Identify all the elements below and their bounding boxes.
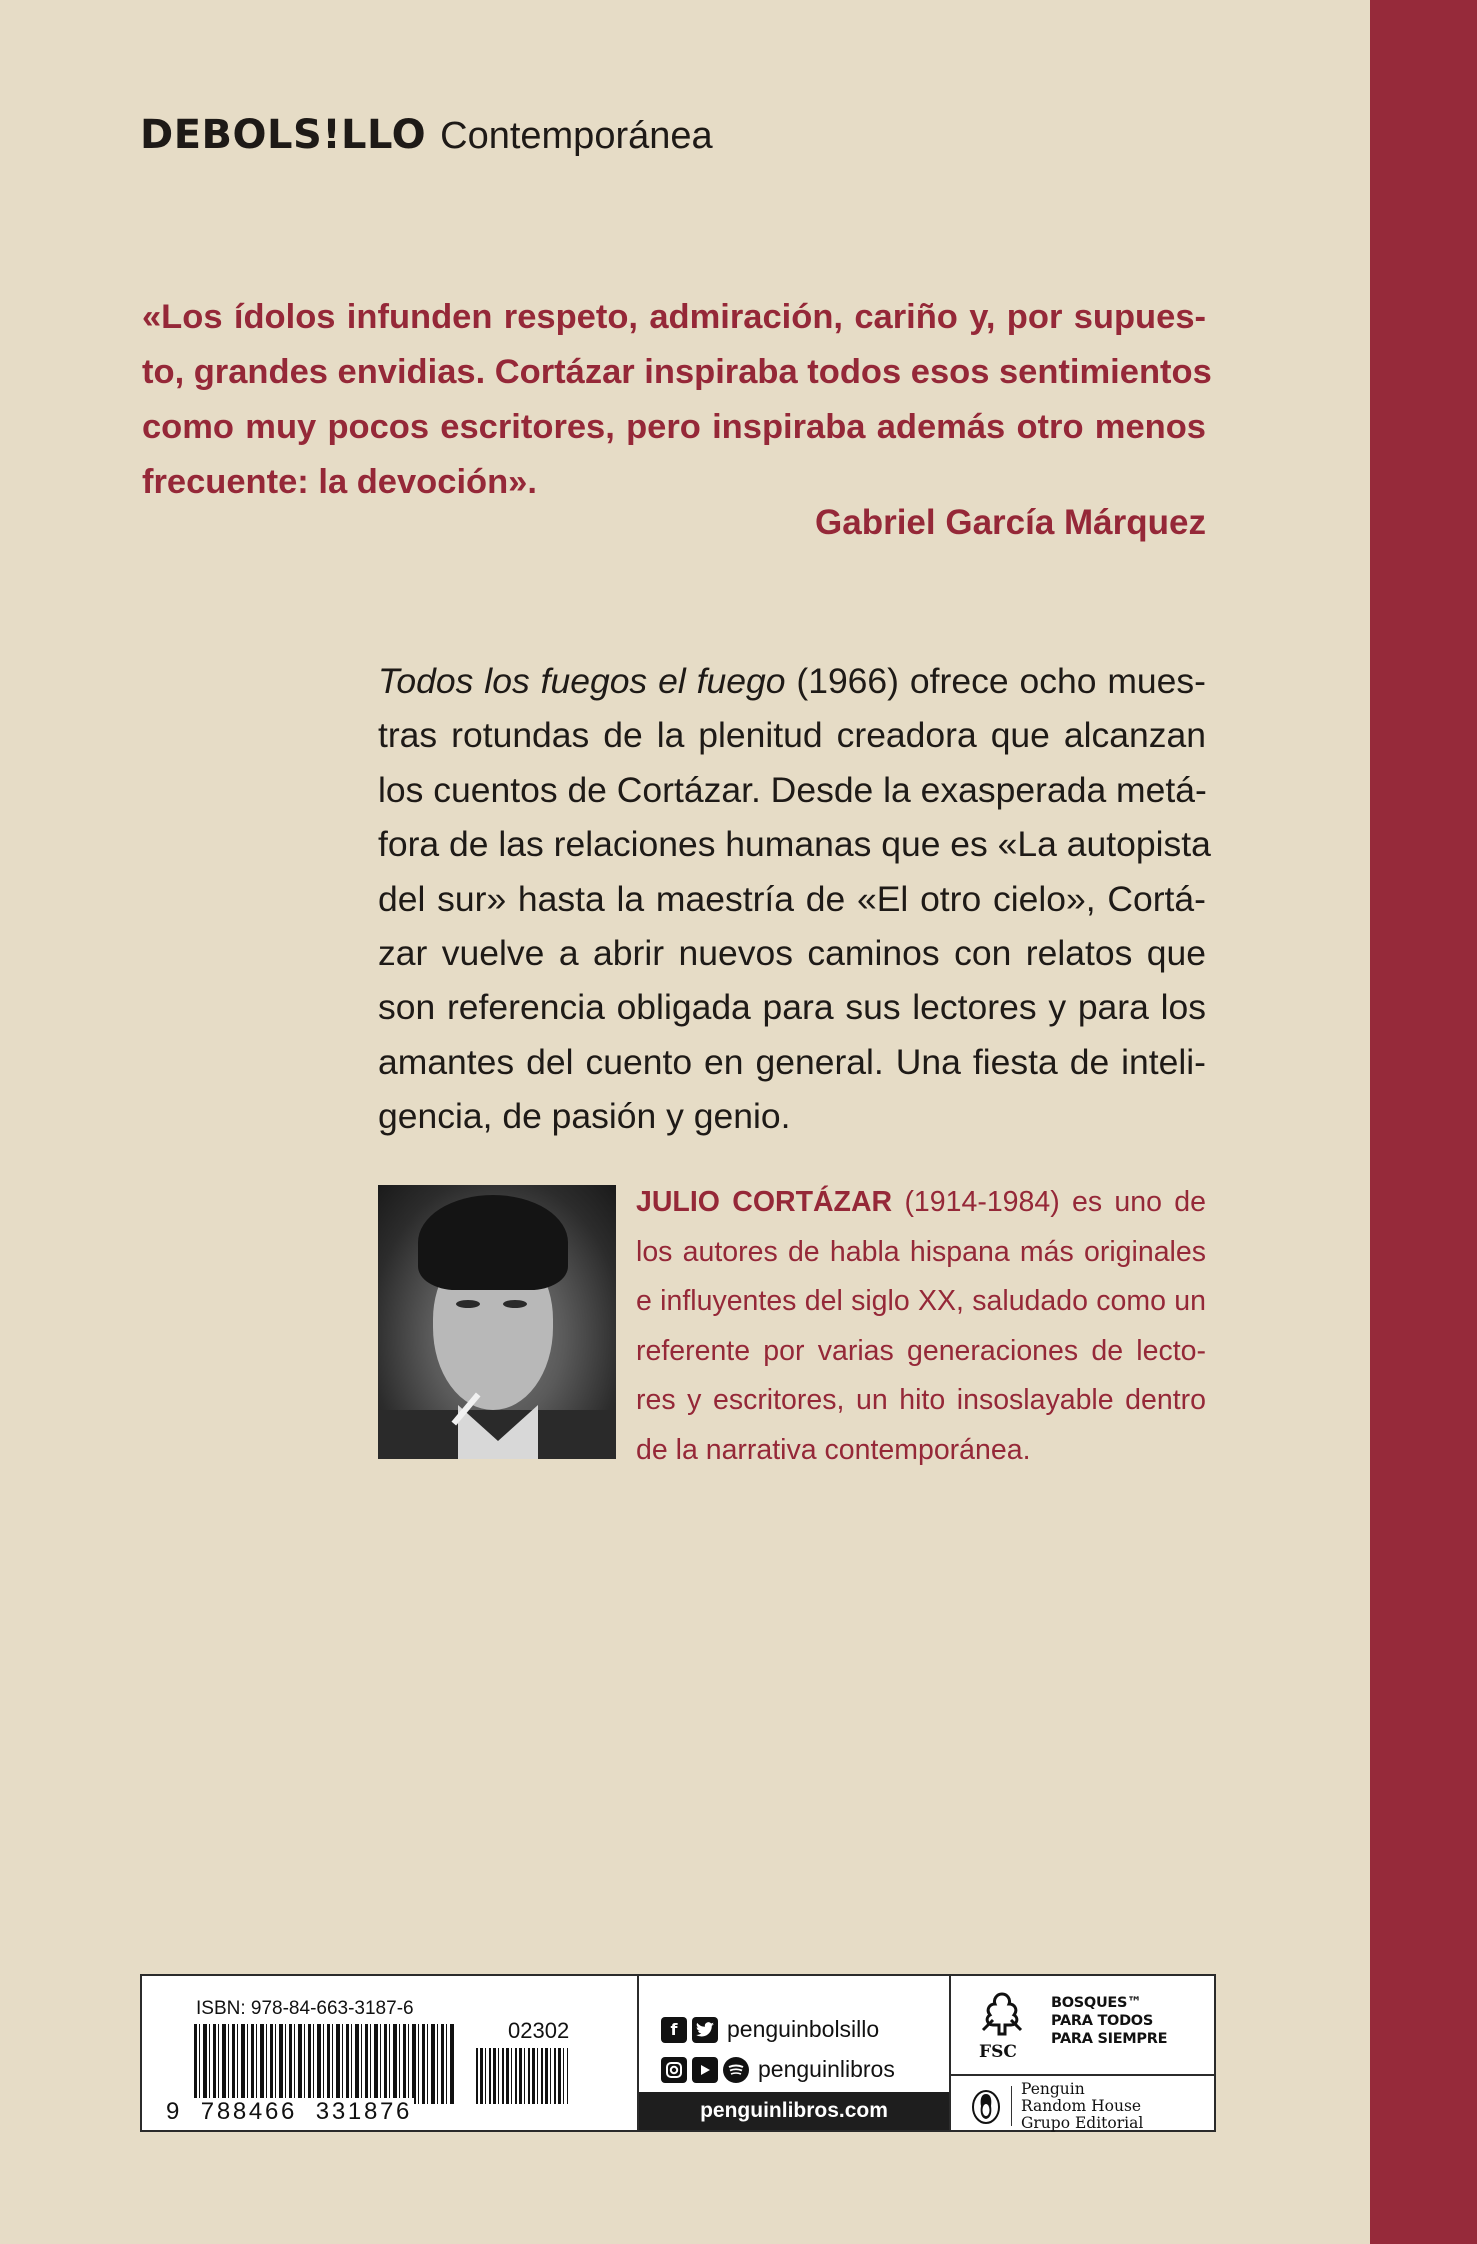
- bio-line: e influyentes del siglo XX, saludado como un: [636, 1285, 1206, 1317]
- blurb-line: fora de las relaciones humanas que es «La autopista: [378, 824, 1211, 865]
- fsc-block: [951, 1976, 1214, 2076]
- isbn-label: ISBN: 978-84-663-3187-6: [196, 1998, 414, 2019]
- author-name: JULIO CORTÁZAR: [636, 1186, 893, 1218]
- barcode-digits: 9 788466 331876: [166, 2098, 413, 2125]
- book-blurb: [378, 654, 1211, 1144]
- social-handle-bolsillo[interactable]: penguinbolsillo: [727, 2016, 880, 2042]
- publisher-line: Penguin: [1021, 2080, 1085, 2098]
- spotify-icon[interactable]: [723, 2057, 749, 2083]
- bio-line: [636, 1178, 1206, 1228]
- penguin-logo-icon: [971, 2088, 1001, 2124]
- isbn-section: [142, 1976, 639, 2130]
- quote-line: como muy pocos escritores, pero inspiraba además otro menos: [142, 408, 1206, 446]
- blurb-line: los cuentos de Cortázar. Desde la exasperada metá-: [378, 769, 1207, 810]
- quote-line: to, grandes envidias. Cortázar inspiraba todos esos sentimientos: [142, 353, 1212, 391]
- quote-author: Gabriel García Márquez: [815, 503, 1206, 542]
- blurb-line: zar vuelve a abrir nuevos caminos con relatos que: [378, 932, 1206, 973]
- social-section: [639, 1976, 951, 2130]
- blurb-line: son referencia obligada para sus lectores y para los: [378, 987, 1206, 1028]
- spine-band: [1370, 0, 1477, 2244]
- website-link[interactable]: penguinlibros.com: [639, 2092, 949, 2130]
- quote-line: frecuente: la devoción».: [142, 463, 537, 501]
- author-bio: [636, 1178, 1206, 1475]
- bio-line: res y escritores, un hito insoslayable dentro: [636, 1384, 1206, 1416]
- blurb-line: amantes del cuento en general. Una fiesta de inteli-: [378, 1041, 1206, 1082]
- fsc-slogan-line: PARA TODOS: [1051, 2013, 1153, 2029]
- bio-first-line-rest: (1914-1984) es uno de: [892, 1186, 1206, 1218]
- social-row: [661, 2056, 895, 2083]
- publisher-name: [1021, 2081, 1143, 2132]
- fsc-tree-icon: [979, 1990, 1025, 2038]
- bio-line: los autores de habla hispana más originales: [636, 1235, 1206, 1268]
- barcode-bars: [194, 2024, 454, 2104]
- fsc-slogan-line: PARA SIEMPRE: [1051, 2031, 1168, 2047]
- instagram-icon[interactable]: [661, 2057, 687, 2083]
- social-handle-libros[interactable]: penguinlibros: [758, 2056, 895, 2082]
- barcode-addon-bars: [476, 2048, 568, 2104]
- praise-quote: [142, 290, 1212, 510]
- youtube-icon[interactable]: [692, 2057, 718, 2083]
- publisher-line: Random House: [1021, 2097, 1142, 2115]
- publisher-line: Grupo Editorial: [1021, 2114, 1144, 2132]
- facebook-icon[interactable]: f: [661, 2017, 687, 2043]
- blurb-line: gencia, de pasión y genio.: [378, 1096, 791, 1137]
- author-photo: [378, 1185, 616, 1459]
- blurb-line: [378, 654, 1206, 708]
- blurb-first-line-rest: (1966) ofrece ocho mues-: [785, 661, 1206, 701]
- barcode-panel: [140, 1974, 1216, 2132]
- brand-collection: Contemporánea: [440, 115, 713, 157]
- blurb-line: tras rotundas de la plenitud creadora que alcanzan: [378, 715, 1206, 756]
- social-row: [661, 2016, 879, 2043]
- fsc-label: FSC: [979, 2042, 1017, 2062]
- publisher-brand: [140, 112, 713, 162]
- bio-line: referente por varias generaciones de lecto-: [636, 1334, 1206, 1367]
- blurb-line: del sur» hasta la maestría de «El otro cielo», Cortá-: [378, 878, 1206, 919]
- barcode-addon: 02302: [508, 2018, 570, 2043]
- book-title: Todos los fuegos el fuego: [378, 661, 786, 701]
- twitter-icon[interactable]: [692, 2017, 718, 2043]
- brand-name: DEBOLS!LLO: [140, 112, 427, 158]
- fsc-slogan-line: BOSQUES™: [1051, 1995, 1142, 2011]
- bio-line: de la narrativa contemporánea.: [636, 1433, 1031, 1466]
- quote-line: «Los ídolos infunden respeto, admiración, cariño y, por supues-: [142, 298, 1206, 336]
- fsc-slogan: [1051, 1994, 1201, 2048]
- fsc-section: [951, 1976, 1214, 2130]
- publisher-divider: [1011, 2086, 1012, 2126]
